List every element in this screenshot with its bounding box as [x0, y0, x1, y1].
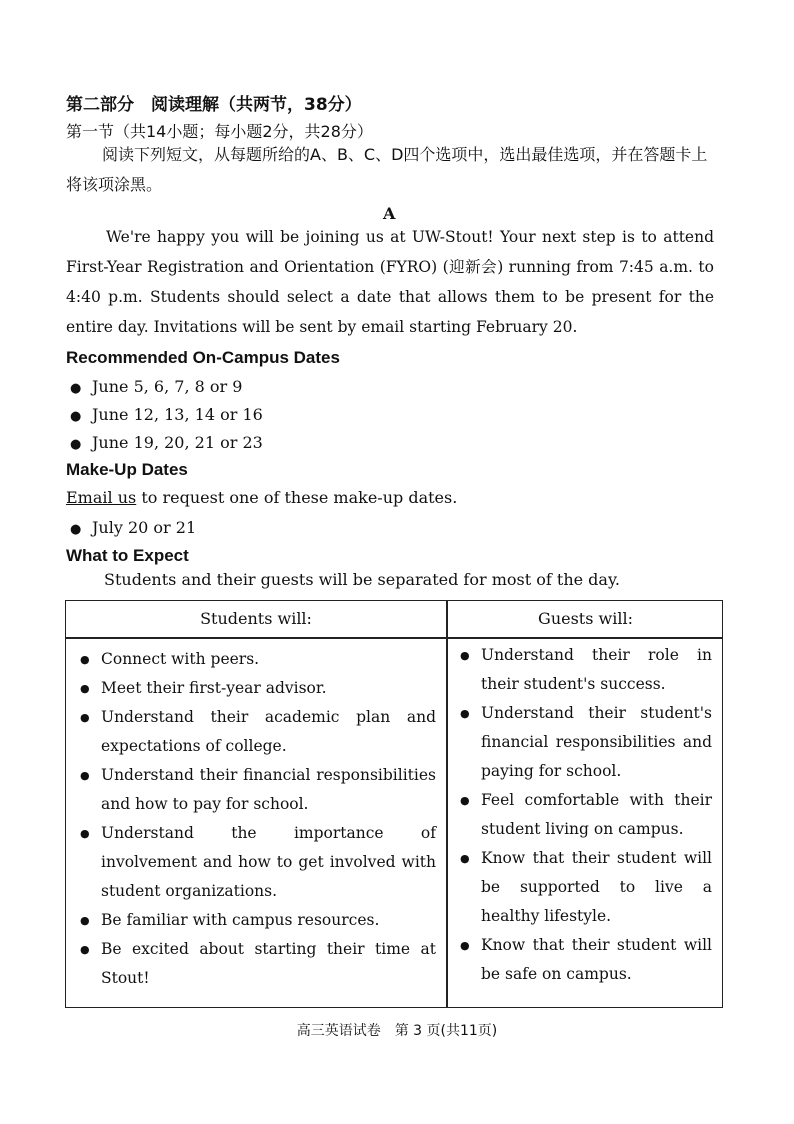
guests-list	[460, 641, 712, 989]
part-title: 第二部分 阅读理解（共两节，38分）	[66, 95, 362, 115]
list-item: ● Understand their role in their student's success.	[460, 641, 712, 699]
list-item: ● Meet their first-year advisor.	[80, 674, 436, 703]
page-footer: 高三英语试卷 第 3 页(共11页)	[296, 1023, 498, 1039]
column-divider	[446, 601, 448, 1007]
email-us-link[interactable]: Email us	[66, 488, 137, 507]
expect-heading: What to Expect	[66, 546, 189, 565]
passage-letter: A	[383, 204, 396, 223]
bullet-icon: ●	[70, 522, 82, 537]
makeup-note: Email us to request one of these make-up dates.	[66, 488, 458, 507]
list-item: ● Connect with peers.	[80, 645, 436, 674]
list-item: ● June 12, 13, 14 or 16	[70, 401, 263, 429]
list-item: ● Understand their financial responsibilities and how to pay for school.	[80, 761, 436, 819]
makeup-dates-list	[70, 514, 196, 542]
list-item: ● Understand their academic plan and expectations of college.	[80, 703, 436, 761]
recommended-heading: Recommended On-Campus Dates	[66, 348, 340, 367]
list-item: ● June 19, 20, 21 or 23	[70, 429, 263, 457]
list-item: ● Understand the importance of involvement and how to get involved with student organizations.	[80, 819, 436, 906]
list-item: ● Know that their student will be safe on campus.	[460, 931, 712, 989]
list-item: ● Be familiar with campus resources.	[80, 906, 436, 935]
passage-intro: We're happy you will be joining us at UW-Stout! Your next step is to attend First-Year Registration and Orientation (FYRO) (迎新会) running from 7:45 a.m. to 4:40 p.m. Students should select a date that allows them to be present for the entire day. Invitations will be sent by email starting February 20.	[66, 228, 714, 336]
header-divider	[66, 637, 722, 639]
bullet-icon: ●	[70, 409, 82, 424]
list-item: ● June 5, 6, 7, 8 or 9	[70, 373, 263, 401]
expectations-table	[65, 600, 723, 1008]
makeup-heading: Make-Up Dates	[66, 460, 188, 479]
list-item: ● Be excited about starting their time at Stout!	[80, 935, 436, 993]
list-item: ● Feel comfortable with their student living on campus.	[460, 786, 712, 844]
students-list	[80, 645, 436, 993]
students-header: Students will:	[200, 609, 312, 628]
bullet-icon: ●	[70, 437, 82, 452]
list-item: ● July 20 or 21	[70, 514, 196, 542]
guests-header: Guests will:	[538, 609, 633, 628]
recommended-dates-list	[70, 373, 263, 457]
list-item: ● Know that their student will be supported to live a healthy lifestyle.	[460, 844, 712, 931]
list-item: ● Understand their student's financial responsibilities and paying for school.	[460, 699, 712, 786]
expect-note: Students and their guests will be separated for most of the day.	[104, 570, 620, 589]
bullet-icon: ●	[70, 381, 82, 396]
section-title: 第一节（共14小题；每小题2分，共28分）	[66, 122, 373, 141]
instruction-text: 阅读下列短文，从每题所给的A、B、C、D四个选项中，选出最佳选项，并在答题卡上将该项涂黑。	[66, 145, 708, 194]
